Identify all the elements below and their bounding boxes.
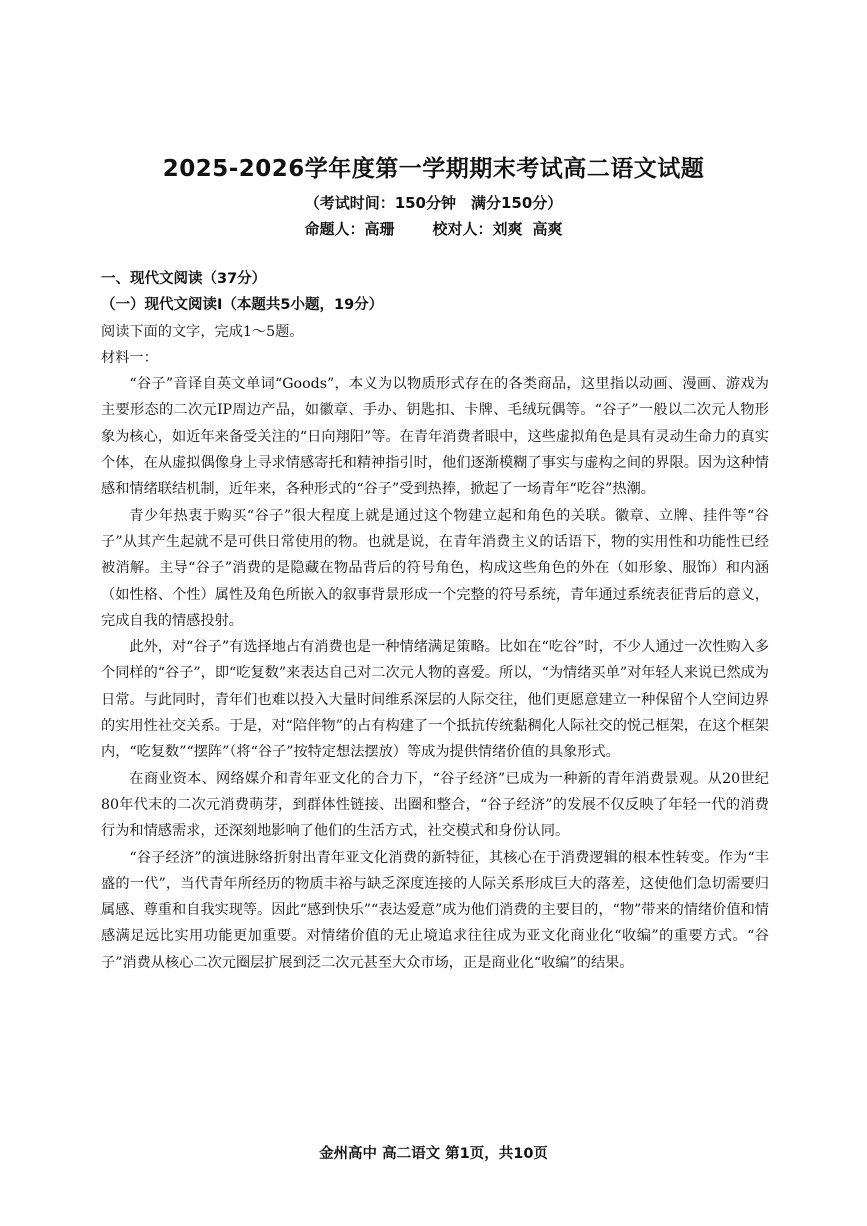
- page-footer: 金州高中 高二语文 第1页，共10页: [319, 1146, 548, 1162]
- paragraph-3: 此外，对“谷子”有选择地占有消费也是一种情绪满足策略。比如在“吃谷”时，不少人通过一次性购入多个同样的“谷子”，即“吃复数”来表达自己对二次元人物的喜爱。所以，“为情绪买单”对年轻人来说已然成为日常。与此同时，青年们也难以投入大量时间维系深层的人际交往，他们更愿意建立一种保留个人空间边界的实用性社交关系。于是，对“陪伴物”的占有构建了一个抵抗传统黏稠化人际社交的悦己框架，在这个框架内，“吃复数”“摆阵”（将“谷子”按特定想法摆放）等成为提供情绪价值的具象形式。: [101, 639, 769, 761]
- paragraph-5: “谷子经济”的演进脉络折射出青年亚文化消费的新特征，其核心在于消费逻辑的根本性转变。作为“丰盛的一代”，当代青年所经历的物质丰裕与缺乏深度连接的人际关系形成巨大的落差，这使他们急切需要归属感、尊重和自我实现等。因此“感到快乐”“表达爱意”成为他们消费的主要目的，“物”带来的情绪价值和情感满足远比实用功能更加重要。对情绪价值的无止境追求往往成为亚文化商业化“收编”的重要方式。“谷子”消费从核心二次元圈层扩展到泛二次元甚至大众市场，正是商业化“收编”的结果。: [101, 849, 769, 971]
- checker-name: 校对人：刘爽: [432, 220, 523, 238]
- material-label: 材料一：: [101, 349, 158, 366]
- paragraph-1: “谷子”音译自英文单词“Goods”，本义为以物质形式存在的各类商品，这里指以动画、漫画、游戏为主要形态的二次元IP周边产品，如徽章、手办、钥匙扣、卡牌、毛绒玩偶等。“谷子”一般以二次元人物形象为核心，如近年来备受关注的“日向翔阳”等。在青年消费者眼中，这些虚拟角色是具有灵动生命力的真实个体，在从虚拟偶像身上寻求情感寄托和精神指引时，他们逐渐模糊了事实与虚构之间的界限。因为这种情感和情绪联结机制，近年来，各种形式的“谷子”受到热捧，掀起了一场青年“吃谷”热潮。: [101, 376, 769, 498]
- main-content: [101, 266, 769, 976]
- subsection-heading: （一）现代文阅读Ⅰ（本题共5小题，19分）: [101, 297, 384, 314]
- setter-name: 命题人：高珊: [304, 220, 395, 238]
- paragraph-2: 青少年热衷于购买“谷子”很大程度上就是通过这个物建立起和角色的关联。徽章、立牌、挂件等“谷子”从其产生起就不是可供日常使用的物。也就是说，在青年消费主义的话语下，物的实用性和功能性已经被消解。主导“谷子”消费的是隐藏在物品背后的符号角色，构成这些角色的外在（如形象、服饰）和内涵（如性格、个性）属性及角色所嵌入的叙事背景形成一个完整的符号系统，青年通过系统表征背后的意义，完成自我的情感投射。: [101, 507, 769, 629]
- exam-info: （考试时间：150分钟 满分150分）: [304, 194, 563, 212]
- section-heading: 一、现代文阅读（37分）: [101, 271, 267, 287]
- checker-name-2: 高爽: [532, 220, 563, 238]
- paragraph-4: 在商业资本、网络媒介和青年亚文化的合力下，“谷子经济”已成为一种新的青年消费景观。从20世纪80年代末的二次元消费萌芽，到群体性链接、出圈和整合，“谷子经济”的发展不仅反映了年轻一代的消费行为和情感需求，还深刻地影响了他们的生活方式，社交模式和身份认同。: [101, 770, 769, 840]
- exam-title: 2025-2026学年度第一学期期末考试高二语文试题: [162, 156, 705, 182]
- instruction-text: 阅读下面的文字，完成1～5题。: [101, 323, 304, 340]
- authors-line: [0, 218, 867, 239]
